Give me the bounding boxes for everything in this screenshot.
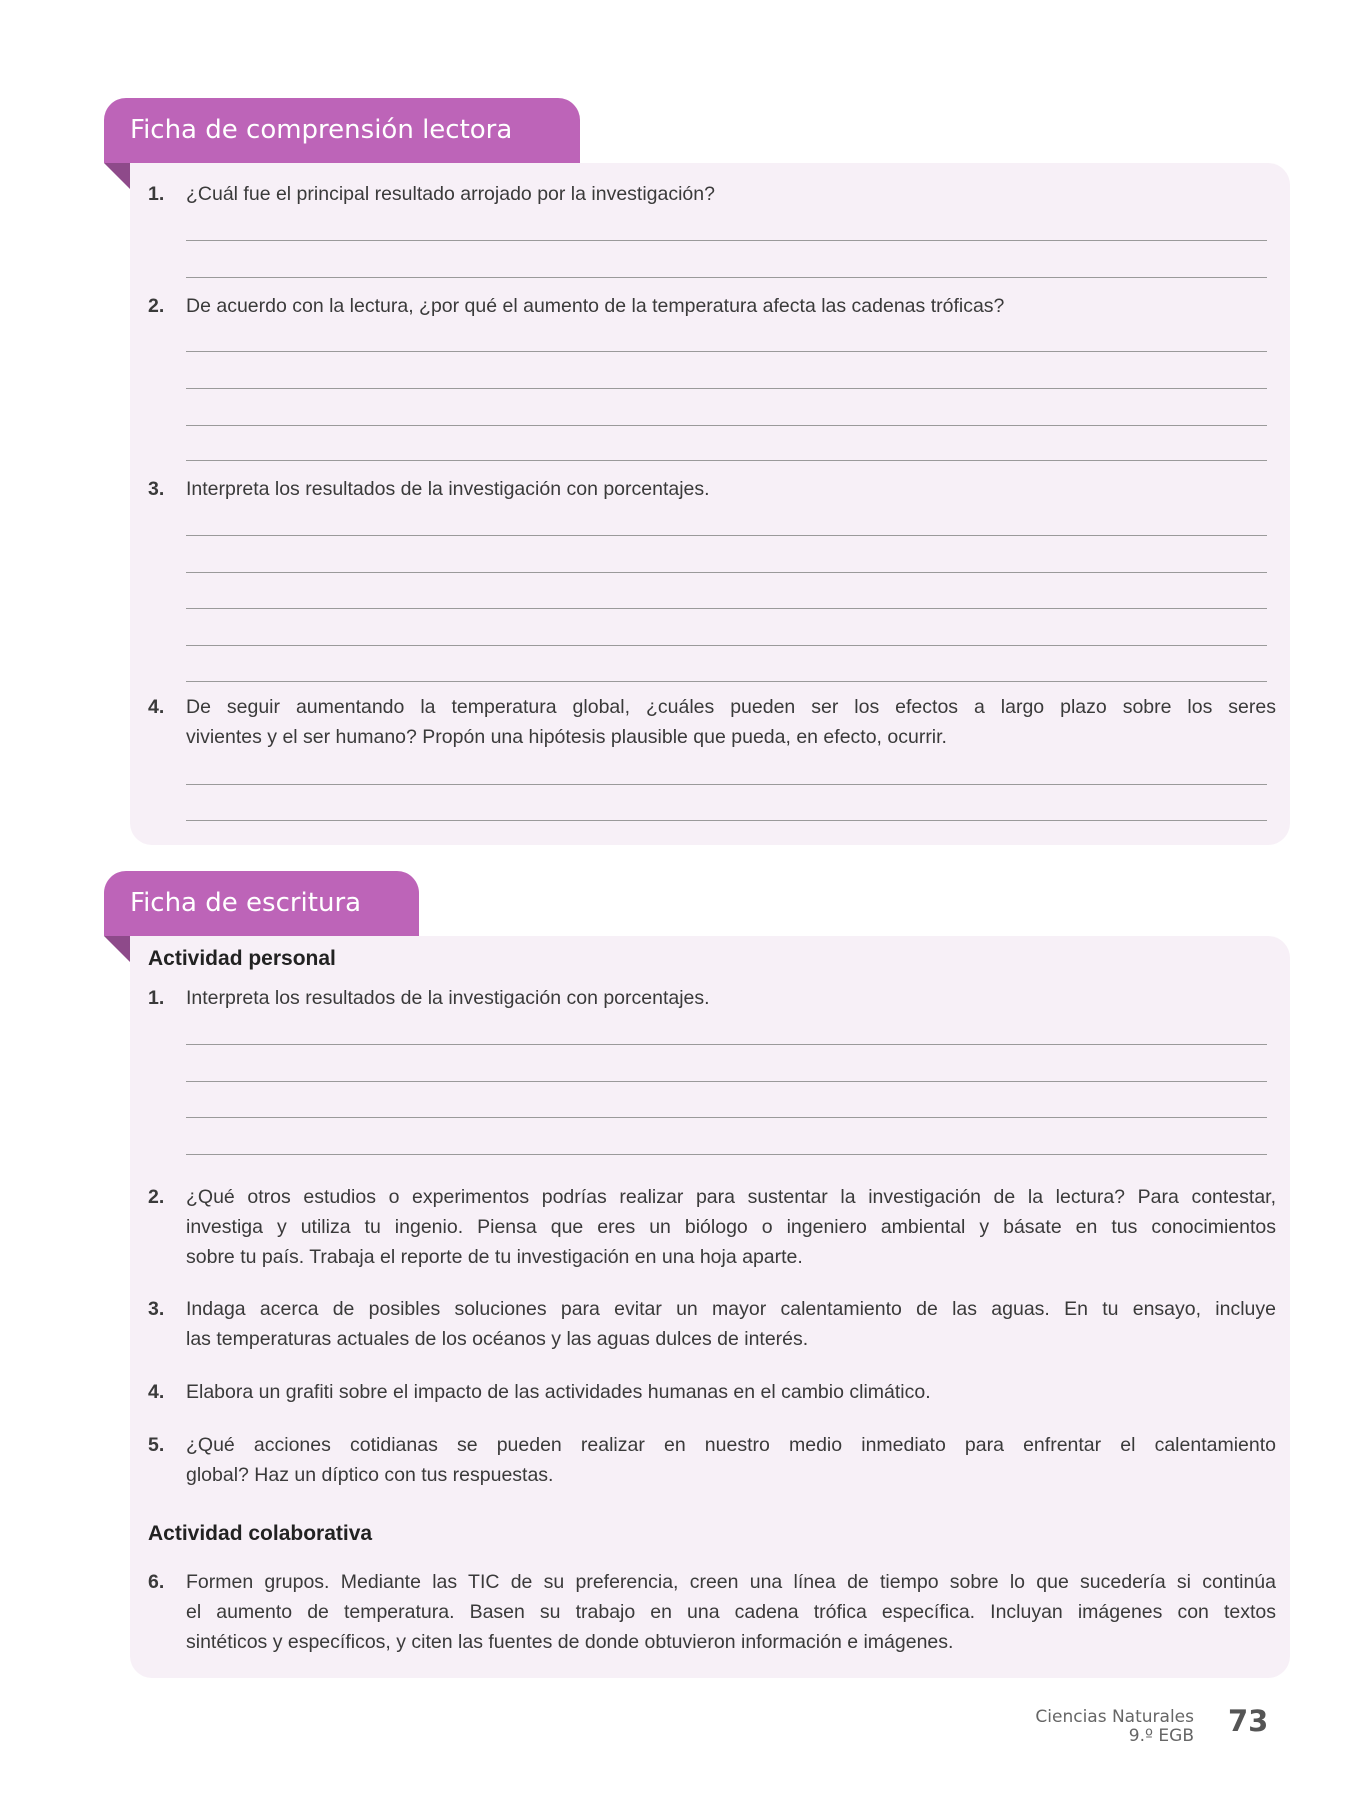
footer-subject: Ciencias Naturales 9.º EGB — [1035, 1707, 1194, 1746]
answer-line[interactable] — [186, 277, 1267, 278]
section-title-reading: Ficha de comprensión lectora — [104, 98, 580, 163]
answer-line[interactable] — [186, 240, 1267, 241]
answer-line[interactable] — [186, 784, 1267, 785]
tab-fold — [104, 936, 130, 962]
answer-line[interactable] — [186, 645, 1267, 646]
answer-line[interactable] — [186, 608, 1267, 609]
answer-line[interactable] — [186, 1081, 1267, 1082]
answer-line[interactable] — [186, 351, 1267, 352]
answer-line[interactable] — [186, 460, 1267, 461]
tab-fold — [104, 163, 130, 189]
collaborative-activity-heading: Actividad colaborativa — [148, 1522, 373, 1545]
answer-line[interactable] — [186, 535, 1267, 536]
section-title-writing: Ficha de escritura — [104, 871, 419, 936]
answer-line[interactable] — [186, 572, 1267, 573]
page-number: 73 — [1228, 1704, 1269, 1738]
answer-line[interactable] — [186, 1117, 1267, 1118]
answer-line[interactable] — [186, 1044, 1267, 1045]
answer-line[interactable] — [186, 388, 1267, 389]
answer-line[interactable] — [186, 820, 1267, 821]
personal-activity-heading: Actividad personal — [148, 947, 336, 970]
answer-line[interactable] — [186, 425, 1267, 426]
answer-line[interactable] — [186, 1154, 1267, 1155]
answer-line[interactable] — [186, 681, 1267, 682]
